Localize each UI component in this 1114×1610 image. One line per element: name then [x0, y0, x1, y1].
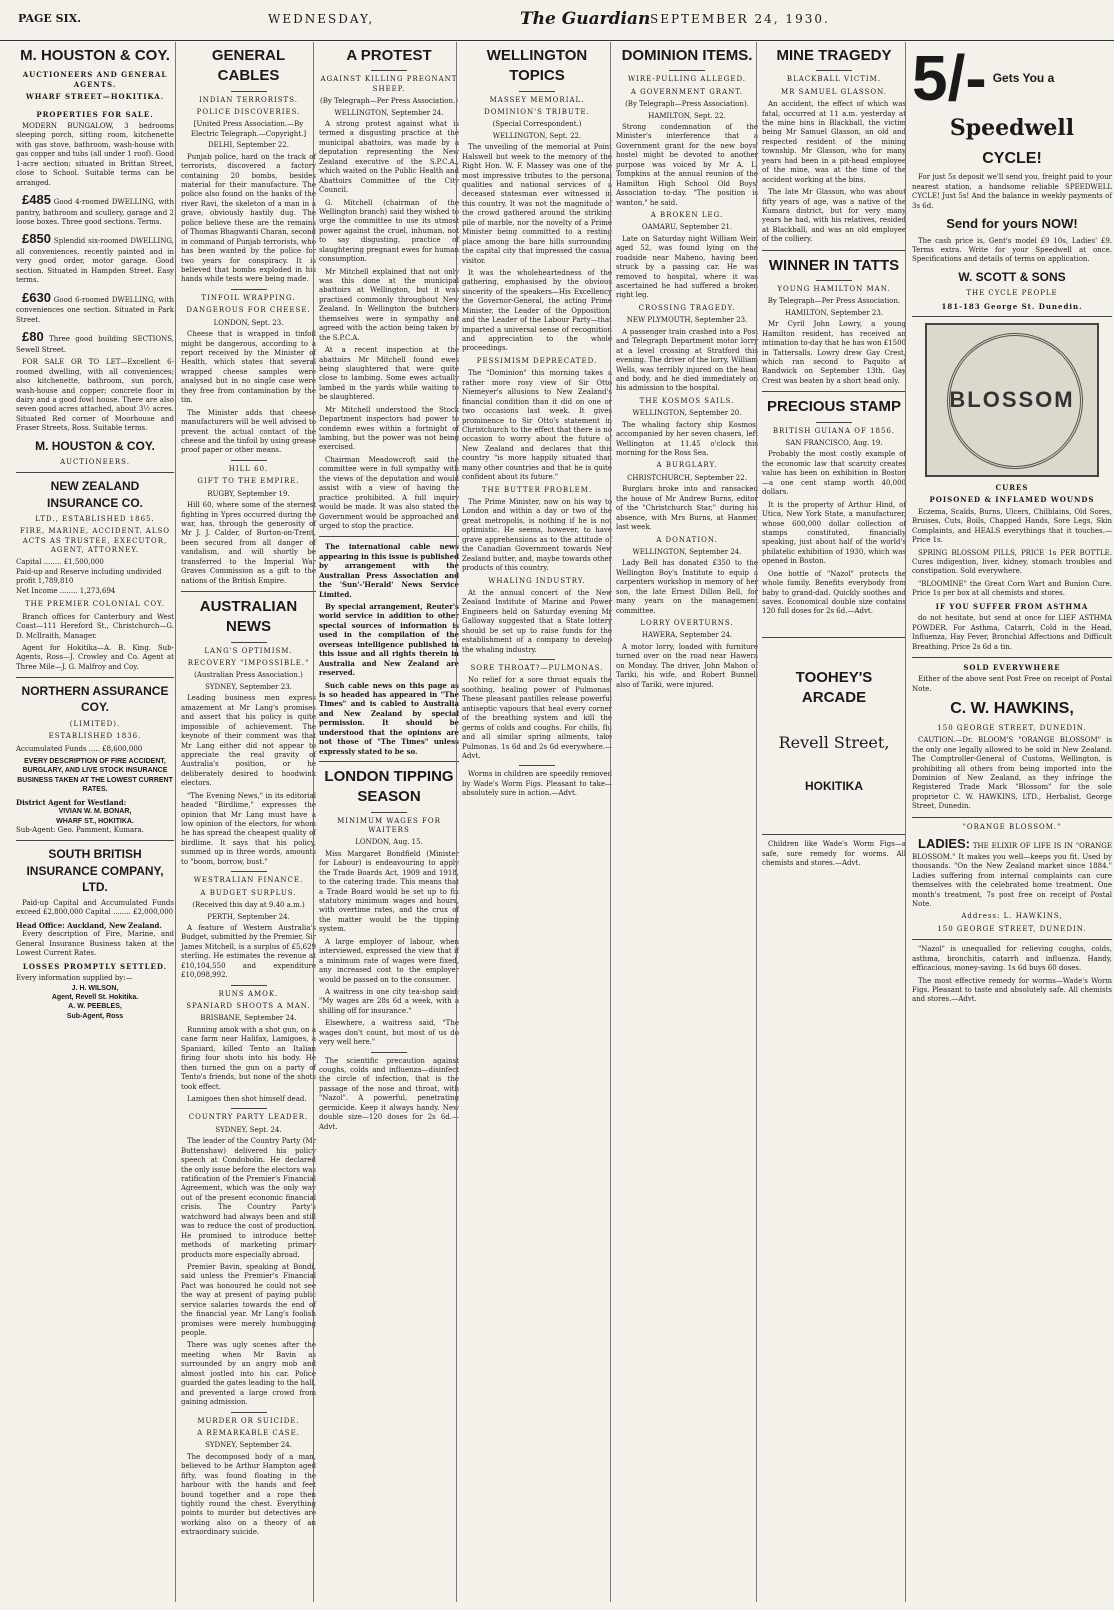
- article-text: Chairman Meadowcroft said the committee were in full sympathy with the views of the deputation and would assist with a view of having the practice prohibited. A full inquiry would be made. It was also stated the Government would be approached and urged to stop the practice.: [319, 455, 459, 530]
- article-text: Probably the most costly example of the economic law that scarcity creates value has been on exhibition in Boston—a one cent stamp worth 40,000 dollars.: [762, 450, 906, 497]
- dateline: CHRISTCHURCH, September 22.: [627, 473, 747, 482]
- subhead: RECOVERY "IMPOSSIBLE.": [187, 659, 310, 667]
- headline-general-cables: GENERAL CABLES: [211, 47, 286, 85]
- column-1-advertisements: [10, 42, 180, 1602]
- scott-sons: W. SCOTT & SONS: [958, 269, 1066, 284]
- premier-text: Branch offices for Canterbury and West Coast—111 Hereford St., Christchurch—G. D. McIlraith, Manager.: [16, 612, 174, 640]
- subhead: SPANIARD SHOOTS A MAN.: [186, 1002, 311, 1010]
- property-80-text: Three good building SECTIONS, Sewell Street.: [16, 335, 174, 354]
- firm-address: WHARF STREET—HOKITIKA.: [25, 92, 165, 102]
- nazol-advert: The scientific precaution against coughs, colds and influenza—disinfect the circle of infection, that is the passage of the nose and throat, with "Nazol". A powerful, penetrating germicide. Keep it always handy. New double size—120 doses for 2s 6d.—Advt.: [319, 1056, 459, 1131]
- article-text: The leader of the Country Party (Mr Buttenshaw) delivered his policy speech at Condobolin. He declared the only issue before the electors was ratification of the Premier's Financial Agreement, which was the only way out of the present economic financial crisis. The Country Party's watchword had always been and still was to reduce the cost of production. He promised to introduce better methods of marketing primary products more especially abroad.: [181, 1137, 316, 1259]
- divider: [231, 1108, 267, 1109]
- scott-sub: THE CYCLE PEOPLE: [966, 289, 1058, 298]
- address-label: Address: L. HAWKINS,: [961, 912, 1063, 921]
- subhead: THE KOSMOS SAILS.: [639, 396, 735, 405]
- credit-line: [United Press Association.—By Electric Telegraph.—Copyright.]: [190, 120, 307, 138]
- send-text: The cash price is, Gent's model £9 10s, Ladies' £9. Terms extra. Write for your Speedwell at once. Specifications and details of terms on application.: [912, 236, 1112, 264]
- headline-winner-in-tatts: WINNER IN TATTS: [768, 256, 900, 274]
- headline-mine-tragedy: MINE TRAGEDY: [776, 47, 892, 64]
- divider: [762, 834, 906, 835]
- property-80: [16, 328, 174, 355]
- article-text: Punjab police, hard on the track of terrorists, discovered a factory containing 20 bombs, besides material for their manufacture. The police also found on the banks of the river Ravi, the skeleton of a man in a grave, obviously hastily dug. The police believe these are the remains of Thomas Bhagwanti Charan, second in command of Punjab terrorists, who has been wanted by the police for two years for conspiracy. It is believed that bombs exploded in his hands while tests were being made.: [181, 152, 316, 284]
- cable-notice: By special arrangement, Reuter's world service in addition to other special sources of information is used in the compilation of the overseas intelligence published in this issue and all rights therein in Australia and New Zealand are reserved.: [319, 602, 459, 678]
- divider: [762, 637, 906, 638]
- article-text: Mr Mitchell understood the Stock Department inspectors had power to condemn ewes within a fortnight of lambing, but the power was not being exercised.: [319, 405, 459, 452]
- south-british-capital: Paid-up Capital and Accumulated Funds exceed £2,800,000 Capital ........ £2,000,000: [16, 899, 174, 917]
- cycle-ad-header: [912, 42, 1112, 114]
- article-text: The Minister adds that cheese manufacturers will be well advised to prevent the actual contact of the cheese and the tinfoil by using grease proof paper or other means.: [181, 408, 316, 455]
- article-text: Premier Bavin, speaking at Bondi, said unless the Premier's Financial Pact was honoured he could not see the way at present of paying public service salaries towards the end of the financial year. Mr Lang's foolish promises were merely humbugging people.: [181, 1262, 316, 1337]
- dateline: SAN FRANCISCO, Aug. 19.: [785, 439, 883, 447]
- article-text: A passenger train crashed into a Post and Telegraph Department motor lorry at a level crossing at Stratford this evening. The driver of the lorry, William Wells, was terribly injured on the head and body, and he died immediately on his admission to the hospital.: [616, 327, 758, 393]
- article-text: At a recent inspection at the abattoirs Mr Mitchell found ewes being slaughtered that were quite close to lambing. Some ewes actually lambed in the yards while waiting to be slaughtered.: [319, 346, 459, 402]
- south-british-office: Head Office: Auckland, New Zealand.: [16, 920, 162, 930]
- divider: [762, 391, 906, 392]
- page-number: PAGE SIX.: [18, 12, 82, 25]
- article-text: It was the wholeheartedness of the gathering, emphasised by the obvious sincerity of the speakers—His Excellency the Governor-General, the acting Prime Minister, the Leader of the Opposition, and the Leader of the Labour Party—that imparted a universal sense of recognition and appreciation to the whole proceedings.: [462, 268, 612, 353]
- divider: [181, 591, 316, 592]
- headline-precious-stamp: PRECIOUS STAMP: [767, 398, 901, 416]
- subhead: BRITISH GUIANA OF 1856.: [772, 426, 896, 435]
- property-630-text: Good 6-roomed DWELLING, with conveniences one section. Situated in Park Street.: [16, 295, 174, 324]
- northern-title: NORTHERN ASSURANCE COY.: [21, 684, 169, 715]
- price-850: £850: [22, 231, 51, 247]
- divider: [231, 91, 267, 92]
- district-agent: District Agent for Westland:: [16, 797, 127, 807]
- credit-line: (By Telegraph—Per Press Association.): [320, 97, 458, 106]
- property-485: [16, 191, 174, 227]
- divider: [231, 460, 267, 461]
- northern-funds: Accumulated Funds ..... £8,600,000: [16, 744, 143, 753]
- nz-insurance-est: LTD., ESTABLISHED 1865.: [35, 514, 155, 523]
- property-485-text: Good 4-roomed DWELLING, with pantry, bathroom and scullery, garage and 2 loose boxes. Three good sections. Terms.: [16, 198, 174, 227]
- information-supplied: Every information supplied by:—: [16, 974, 133, 983]
- nazol-advert: One bottle of "Nazol" protects the whole family. Benefits everybody from baby to grand-dad. Quickly soothes and saves. Economical double size contains 120 full doses for 2s 6d.—Advt.: [762, 569, 906, 616]
- masthead-title: The Guardian: [520, 9, 651, 29]
- asthma-heading: IF YOU SUFFER FROM ASTHMA: [935, 601, 1089, 611]
- article-text: Burglars broke into and ransacked the house of Mr Andrew Burns, editor of the "Christchurch Star," during his absence, with Mrs Burns, at Hanmer, last week.: [616, 485, 758, 532]
- pulmonas-advert: No relief for a sore throat equals the soothing, healing power of Pulmonas. These pleasant pastilles release powerful antiseptic vapours that heal every corner of the breathing system and kill the germs of colds and coughs. For chills, flu and all similar spring ailments, take Pulmonas. 1s 6d and 2s 6d everywhere.—Advt.: [462, 676, 612, 760]
- subhead: MASSEY MEMORIAL.: [489, 95, 585, 104]
- column-6-mine-tragedy: [756, 42, 911, 1602]
- divider: [16, 677, 174, 678]
- south-british-desc: Every description of Fire, Marine, and General Insurance Business taken at the Lowest Current Rates.: [16, 930, 174, 958]
- credit-line: (Received this day at 9.40 a.m.): [192, 901, 305, 910]
- subhead: DOMINION'S TRIBUTE.: [484, 107, 590, 116]
- article-text: Strong condemnation of the Minister's interference that a Government grant for the new boys' hostel might be devoted to another purpose was voiced by Mr A. L. Tompkins at the annual reunion of the Hamilton High School Old Boys' Association to-day. "The position is wanton," he said.: [616, 123, 758, 207]
- article-text: The unveiling of the memorial at Point Halswell but week to the memory of the Right Hon. W. F. Massey was one of the most impressive tributes to the personal qualities and national services of a deceased statesman ever witnessed in this country. It was not the magnitude of the crowd gathered around the striking pile of marble, nor the novelty of a Prime Minister being committed to a resting place among the bare hills surrounding the capital city that impressed the casual visitor.: [462, 143, 612, 265]
- credit-line: (Australian Press Association.): [194, 671, 303, 680]
- divider: [912, 657, 1112, 658]
- subhead: A BURGLARY.: [656, 461, 718, 470]
- hawkins-name: C. W. HAWKINS,: [950, 700, 1074, 718]
- article-text: Elsewhere, a waitress said, "The wages don't count, but most of us do very well here.": [319, 1019, 459, 1047]
- hokitika: HOKITIKA: [805, 778, 863, 793]
- vivian-address: WHARF ST., HOKITIKA.: [56, 817, 134, 825]
- masthead-day: WEDNESDAY,: [268, 12, 375, 26]
- subhead: COUNTRY PARTY LEADER.: [188, 1113, 309, 1122]
- divider: [319, 761, 459, 762]
- poisoned-wounds: POISONED & INFLAMED WOUNDS: [929, 495, 1095, 505]
- masthead-date: SEPTEMBER 24, 1930.: [650, 12, 830, 26]
- firm-subtitle-2: AUCTIONEERS.: [60, 457, 130, 466]
- sold-text: Either of the above sent Post Free on receipt of Postal Note.: [912, 675, 1112, 693]
- article-text: Lamigoes then shot himself dead.: [187, 1094, 307, 1103]
- scott-address: 181-183 George St. Dunedin.: [941, 301, 1083, 311]
- dateline: WELLINGTON, Sept. 22.: [492, 131, 582, 140]
- for-sale-ross: FOR SALE OR TO LET—Excellent 6-roomed dwelling, with all conveniences; also kitchenette, bathroom, sun porch, wash-house and copper; concrete floor in dairy and a good fowl house. There are also seven good acres attached, about 3½ acres. Situated Red corner of Moorhouse and Fraser Streets, Ross. Suitable terms.: [16, 358, 174, 433]
- article-text: An accident, the effect of which was fatal, occurred at 11 a.m. yesterday at the mine bins in Blackball, the victim being Mr Samuel Glasson, an old and respected resident of the mining township. Mr Glasson, who for many years had been in a pit-head employee of the mine, was at the time of the accident working at the bins.: [762, 100, 906, 184]
- property-850-text: Splendid six-roomed DWELLING, all conveniences, recently painted and in very good order, motor garage. Good section. Situated in Hampden Street. Easy terms.: [16, 237, 174, 285]
- credit-line: By Telegraph—Per Press Association.: [767, 297, 901, 306]
- article-text: Late on Saturday night William Weir, aged 52, was found lying on the roadside near Maheno, having been struck by a passing car. He was removed to hospital, where it was ascertained he had suffered a broken right leg.: [616, 234, 758, 300]
- article-text: Hill 60, where some of the sternest fighting in Ypres occurred during the war, has, through the generosity of Mr J. J. Calder, of Burton-on-Trent, been secured from all danger of vandalism, and will shortly be transferred to the Imperial War Graves Commission as a gift to the nations of the British Empire.: [181, 501, 316, 585]
- price-485: £485: [22, 192, 51, 208]
- nz-insurance-title: NEW ZEALAND INSURANCE CO.: [46, 479, 143, 510]
- subhead: MR SAMUEL GLASSON.: [781, 87, 887, 96]
- firm-name: M. HOUSTON & COY.: [20, 47, 170, 64]
- subhead: LANG'S OPTIMISM.: [204, 646, 293, 655]
- revell-street: Revell Street,: [778, 733, 890, 753]
- article-text: The Prime Minister, now on his way to London and within a day or two of the great metropolis, is nothing if he is not optimistic. He seems, however, to have grave apprehensions as to the attitude of the Canadian Government towards New Zealand butter, and, maybe towards other products of this country.: [462, 498, 612, 573]
- subhead: HILL 60.: [228, 464, 269, 473]
- article-text: "The Evening News," in its editorial headed "Birdlime," expresses the opinion that Mr Lang must have a low opinion of the electors, for whom he has spread the cheapest quality of birdlime. It says that his policy, summed up in three words, amounts to "boom, borrow, bust.": [181, 791, 316, 866]
- divider: [16, 472, 174, 473]
- wilson-name: J. H. WILSON,: [71, 984, 119, 992]
- nazol-advert: "Nazol" is unequalled for relieving coughs, colds, asthma, bronchitis, catarrh and influenza. Handy, efficacious, money-saving. 1s 6d buys 60 doses.: [912, 945, 1112, 973]
- dateline: LONDON, Aug. 15.: [355, 838, 423, 847]
- divider: [912, 316, 1112, 317]
- divider: [231, 1412, 267, 1413]
- cycle-text: For just 5s deposit we'll send you, freight paid to your nearest station, a handsome reliable SPEEDWELL CYCLE! Just 5s! And the balance in weekly payments of 3s 6d.: [912, 173, 1112, 210]
- column-3-protest: [313, 42, 464, 1602]
- article-text: The "Dominion" this morning takes a rather more rosy view of Sir Otto Niemeyer's allusions to New Zealand's financial condition than it did on one or two occasions last week. It gives prominence to Sir Otto's statement in Christchurch to the effect that there is no occasion to worry about the future of New Zealand and declares that this country "is more happily situated than many other countries and that he is quite confident about its future.": [462, 369, 612, 482]
- dateline: LONDON, Sept. 23.: [213, 318, 284, 327]
- peebles-address: Sub-Agent, Ross: [66, 1012, 124, 1020]
- subhead: WESTRALIAN FINANCE.: [193, 876, 304, 885]
- property-850: [16, 230, 174, 285]
- subhead: TINFOIL WRAPPING.: [201, 293, 296, 302]
- nz-insurance-lines: FIRE, MARINE, ACCIDENT. ALSO ACTS AS TRUSTEE, EXECUTOR, AGENT, ATTORNEY.: [19, 527, 171, 554]
- divider: [231, 871, 267, 872]
- dateline: HAMILTON, Sept. 22.: [648, 111, 726, 120]
- dateline: SYDNEY, Sept. 24.: [215, 1125, 282, 1134]
- column-4-wellington-topics: [456, 42, 617, 1602]
- divider: [519, 765, 555, 766]
- agents-text: Agent for Hokitika—A. B. King. Sub-Agents, Ross—J. Crowley and Co. Agent at Three Mile—J. G. Malfroy and Coy.: [16, 643, 174, 671]
- article-text: Cheese that is wrapped in tinfoil might be dangerous, according to a report received by the Minister of Health, which states that several wrapped cheese samples were analysed but in no single case were they free from contamination by the tin.: [181, 330, 316, 405]
- article-text: The decomposed body of a man, believed to be Arthur Hampton aged fifty, was found floating in the harbour with the hands and feet bound together and a rope then tightly round the chest. Everything points to murder but detectives are working also on a theory of an extraordinary suicide.: [181, 1452, 316, 1537]
- subhead: A BROKEN LEG.: [650, 210, 724, 219]
- credit-line: (Special Correspondent.): [492, 120, 582, 129]
- firm-name-2: M. HOUSTON & COY.: [35, 438, 155, 453]
- subhead: A REMARKABLE CASE.: [197, 1428, 300, 1437]
- losses-settled: LOSSES PROMPTLY SETTLED.: [22, 961, 168, 971]
- south-british-title: SOUTH BRITISH INSURANCE COMPANY, LTD.: [26, 847, 164, 894]
- article-text: Mr Cyril John Lowry, a young Hamilton resident, has received an intimation to-day that he has won £1500 in Tattersalls. Lowry drew Gay Crest, which ran second to Paquito at Randwick on September 13th. Gay Crest was beaten by a short head only.: [762, 320, 906, 385]
- headline-dominion-items: DOMINION ITEMS.: [621, 47, 753, 64]
- vivian-name: VIVIAN W. M. BONAR,: [58, 808, 132, 816]
- divider: [669, 70, 705, 71]
- headline-protest: A PROTEST: [346, 47, 432, 64]
- peebles-name: A. W. PEEBLES,: [68, 1003, 122, 1011]
- article-text: A waitress in one city tea-shop said: "My wages are 28s 6d a week, with a shilling off for insurance.": [319, 987, 459, 1015]
- article-text: A feature of Western Australia's Budget, submitted by the Premier, Sir James Mitchell, is a surplus of £5,629 sterling. He estimates the revenue at £10,104,550 and expenditure £10,098,992.: [181, 923, 316, 980]
- wilson-address: Agent, Revell St. Hokitika.: [51, 993, 139, 1001]
- article-text: A strong protest against what is termed a disgusting practice at the municipal abattoirs, was made by a deputation representing the New Zealand executive of the S.P.C.A., which waited on the Public Health and Abattoirs Committee of the City Council.: [319, 120, 459, 195]
- cable-notice: The international cable news appearing in this issue is published by arrangement with the Australian Press Association and the 'Sun'-'Herald' News Service Limited.: [319, 542, 459, 599]
- column-7-advertisements: [905, 42, 1114, 1602]
- northern-desc: EVERY DESCRIPTION OF FIRE ACCIDENT, BURGLARY, AND LIVE STOCK INSURANCE BUSINESS TAKEN AT THE LOWEST CURRENT RATES.: [17, 757, 173, 794]
- subhead: GIFT TO THE EMPIRE.: [197, 477, 300, 486]
- dateline: HAMILTON, September 23.: [784, 308, 884, 317]
- subhead: LORRY OVERTURNS.: [640, 619, 734, 627]
- dateline: PERTH, September 24.: [207, 912, 290, 921]
- hawkins-address: 150 GEORGE STREET, DUNEDIN.: [937, 723, 1087, 732]
- divider: [912, 817, 1112, 818]
- subhead: MURDER OR SUICIDE.: [197, 1416, 300, 1425]
- headline-australian-news: AUSTRALIAN NEWS: [199, 598, 298, 636]
- article-text: A motor lorry, loaded with furniture turned over on the road near Hawera on Monday. The driver, John Mahon of Tariki, his wife, and Robert Bunnell also of Tariki, were injured.: [616, 642, 758, 689]
- gets-you-a: Gets You a: [992, 70, 1055, 85]
- property-630: [16, 289, 174, 325]
- premier-title: THE PREMIER COLONIAL COY.: [24, 600, 166, 609]
- divider: [762, 250, 906, 251]
- headline-wellington-topics: WELLINGTON TOPICS: [486, 47, 588, 85]
- divider: [816, 422, 852, 423]
- nz-paidup: Paid-up and Reserve including undivided profit 1,789,810: [16, 567, 162, 586]
- subhead: CROSSING TRAGEDY.: [638, 303, 736, 312]
- divider: [912, 939, 1112, 940]
- subhead: RUNS AMOK.: [218, 989, 279, 998]
- headline-london-tipping: LONDON TIPPING SEASON: [324, 768, 454, 806]
- dateline: BRISBANE, September 24.: [200, 1014, 297, 1023]
- column-5-dominion-items: [610, 42, 763, 1602]
- ladies-label: LADIES:: [918, 836, 970, 852]
- article-text: The late Mr Glasson, who was about fifty years of age, was a native of the Kumara district, but for very many years he had, with his relatives, resided at Blackball, and was an old employee of the colliery.: [762, 188, 906, 244]
- cures-text: Eczema, Scalds, Burns, Ulcers, Chilblains, Old Sores, Bruises, Cuts, Boils, Chapped Hands, Sore Legs, Skin Complaints, and HEALS everythings that it touches.—Price 1s.: [912, 507, 1112, 545]
- dateline: HAWERA, September 24.: [641, 631, 733, 640]
- article-text: It is the property of Arthur Hind, of Utica, New York State, a manufacturer, whose 600,000 dollar collection of stamps constituted, financially speaking, just about half of the world's philatelic exhibition of 1930, which was opened in Boston.: [762, 500, 906, 566]
- subhead: MINIMUM WAGES FOR WAITERS: [337, 816, 441, 834]
- cures-heading: CURES: [995, 482, 1029, 492]
- subhead: INDIAN TERRORISTS.: [198, 95, 298, 104]
- article-text: Mr Mitchell explained that not only was this done at the municipal abattoirs at Wellington, but it was practised commonly throughout New Zealand. In Wellington the butchers themselves were in sympathy and agreed with the action being taken by the S.P.C.A.: [319, 267, 459, 342]
- divider: [16, 840, 174, 841]
- speedwell-title: Speedwell: [949, 115, 1075, 141]
- divider: [371, 812, 407, 813]
- subhead: WHALING INDUSTRY.: [488, 576, 586, 585]
- subhead: PESSIMISM DEPRECATED.: [476, 356, 598, 365]
- pills-text: SPRING BLOSSOM PILLS, PRICE 1s PER BOTTLE. Cures indigestion, liver, kidney, stomach troubles and constipation. Sold everywhere.: [912, 548, 1112, 576]
- subhead: WIRE-PULLING ALLEGED.: [627, 75, 747, 84]
- northern-sub: (LIMITED).: [69, 719, 121, 728]
- five-shillings: 5/-: [912, 42, 987, 114]
- divider: [371, 70, 407, 71]
- divider: [371, 1052, 407, 1053]
- subhead: DANGEROUS FOR CHEESE.: [186, 306, 311, 315]
- ladies-text: THE ELIXIR OF LIFE IS IN "ORANGE BLOSSOM." It makes you well—keeps you fit. Used by thousands. "On the New Zealand market since 1884." Ladies suffering from internal complaints can cure themselves with the celebrated home treatment. One month's treatment, 7s post free on receipt of Postal Note.: [912, 842, 1112, 908]
- dateline: SYDNEY, September 24.: [205, 1441, 292, 1450]
- subhead: YOUNG HAMILTON MAN.: [777, 284, 891, 293]
- article-text: G. Mitchell (chairman of the Wellington branch) said they wished to urge the committee to use its utmost power against the cruel, inhuman, not to say disgusting, practice of slaughtering pregnant ewes for human consumption.: [319, 198, 459, 264]
- asthma-text: do not hesitate, but send at once for LIEF ASTHMA POWDER. For Asthma, Catarrh, Cold in the Head, Influenza, Hay Fever, Bronchial Affections and Difficult Breathing. Price 2s 6d a tin.: [912, 614, 1112, 651]
- divider: [231, 289, 267, 290]
- worm-figs-advert: Worms in children are speedily removed by Wade's Worm Figs. Pleasant to take—absolutely sure in action.—Advt.: [462, 770, 612, 798]
- article-text: There was ugly scenes after the meeting when Mr Bavin as surrounded by an angry mob and almost jostled into his car. Police guarded the gates leading to the hall, and prevented a large crowd from gaining admission.: [181, 1341, 316, 1407]
- dateline: WELLINGTON, September 24.: [334, 108, 444, 117]
- masthead: [0, 0, 1114, 41]
- blossom-trademark-image: [925, 323, 1099, 477]
- article-text: At the annual concert of the New Zealand Institute of Marine and Power Engineers held on Saturday evening Mr Galloway suggested that a State lottery should be set up to raise funds for the establishment of a company to develop the whaling industry.: [462, 588, 612, 654]
- northern-est: ESTABLISHED 1836.: [48, 732, 142, 741]
- dateline: RUGBY, September 19.: [207, 489, 290, 498]
- divider: [231, 642, 267, 643]
- article-text: Lady Bell has donated £350 to the Wellington Boy's Institute to equip a carpenters workshop in memory of her son, the late Ernest Dillon Bell, for many years on the management committee.: [616, 559, 758, 615]
- divider: [319, 536, 459, 537]
- divider: [519, 91, 555, 92]
- article-text: The whaling factory ship Kosmos, accompanied by her seven chasers, left Wellington at 11.45 o'clock this morning for the Ross Sea.: [616, 420, 758, 457]
- address-line: 150 GEORGE STREET, DUNEDIN.: [937, 924, 1087, 933]
- subhead: POLICE DISCOVERIES.: [196, 107, 301, 116]
- subhead: THE BUTTER PROBLEM.: [481, 485, 593, 494]
- property-bungalow: MODERN BUNGALOW, 3 bedrooms sleeping porch, sitting room, kitchenette with gas stove, bathroom, wash-house with gas copper and tubs (all under 1 roof). Good 1-acre section; situated in Brittan Street, close to School. Suitable terms can be arranged.: [16, 122, 174, 187]
- credit-line: (By Telegraph—Press Association).: [625, 100, 749, 109]
- bloomine-text: "BLOOMINE" the Great Corn Wart and Bunion Cure. Price 1s per box at all chemists and stores.: [912, 579, 1112, 598]
- divider: [231, 985, 267, 986]
- worm-figs-advert: Children like Wade's Worm Figs—a safe, sure remedy for worms. All chemists and stores.—Advt.: [762, 840, 906, 868]
- firm-subtitle: AUCTIONEERS AND GENERAL AGENTS.: [22, 70, 168, 89]
- column-2-general-cables: [175, 42, 321, 1602]
- send-now: Send for yours NOW!: [946, 216, 1078, 232]
- worm-figs-advert: The most effective remedy for worms—Wade's Worm Figs. Pleasant to taste and absolutely safe. All chemists and stores.—Advt.: [912, 976, 1112, 1004]
- sale-heading: PROPERTIES FOR SALE.: [36, 109, 154, 119]
- subhead: A DONATION.: [656, 535, 718, 544]
- orange-blossom-title: "ORANGE BLOSSOM.": [962, 822, 1062, 831]
- price-80: £80: [22, 329, 44, 345]
- dateline: OAMARU, September 21.: [641, 223, 733, 232]
- sold-everywhere: SOLD EVERYWHERE: [963, 662, 1061, 672]
- article-text: Leading business men express amazement at Mr Lang's promises and assert that his policy is quite impossible of achievement. The keynote of their comment was that Mr Lang either did not appear to appreciate the real gravity of Australia's position, or he deliberately desired to hoodwink electors.: [181, 694, 316, 788]
- subhead: BLACKBALL VICTIM.: [786, 75, 882, 84]
- price-630: £630: [22, 289, 51, 305]
- subhead: SORE THROAT?—PULMONAS.: [470, 664, 604, 672]
- hawkins-caution: CAUTION.—Dr. BLOOM'S "ORANGE BLOSSOM" is the only one legally allowed to be sold in New Zealand. The Comptroller-General of Customs, Wellington, is prohibiting all others from being imported into the Dominion of New Zealand, as they infringe the Registered Trade Mark "Blossom" for the sole proprietor C. W. HAWKINS, LTD., Herbalist, George Street, Dunedin.: [912, 736, 1112, 811]
- cable-notice: Such cable news on this page as is so headed has appeared in "The Times" and is cabled to Australia and New Zealand by special permission. It should be understood that the opinions are not those of "The Times" unless expressly stated to be so.: [319, 680, 459, 756]
- subhead: A BUDGET SURPLUS.: [200, 888, 297, 897]
- divider: [816, 280, 852, 281]
- stamp-word: BLOSSOM: [949, 386, 1075, 412]
- divider: [519, 659, 555, 660]
- ladies-advert: [912, 835, 1112, 909]
- dateline: WELLINGTON, September 24.: [632, 547, 742, 556]
- subhead: A GOVERNMENT GRANT.: [630, 87, 744, 96]
- dateline: SYDNEY, September 23.: [205, 682, 292, 691]
- sub-agent: Sub-Agent: Geo. Pamment, Kumara.: [16, 826, 144, 834]
- article-text: A large employer of labour, when interviewed, expressed the view that if a minimum rate of wages were fixed, any increased cost to the employer would be passed on to the consumer.: [319, 937, 459, 984]
- subhead: AGAINST KILLING PREGNANT SHEEP.: [320, 75, 458, 93]
- dateline: WELLINGTON, September 20.: [632, 409, 742, 418]
- toohey-arcade: TOOHEY'S ARCADE: [795, 668, 873, 707]
- article-text: Miss Margaret Bondfield (Minister for Labour) is endeavouring to apply the Trade Boards Act, 1909 and 1918, to the catering trade. This means that a Trade Board would be set up to fix statutory minimum wages and hours, with overtime rates, and the crux of the matter would be the tipping system.: [319, 849, 459, 934]
- nz-capital: Capital ........ £1,500,000: [16, 558, 104, 567]
- cycle-title: CYCLE!: [982, 149, 1042, 167]
- dateline: NEW PLYMOUTH, September 23.: [626, 316, 748, 325]
- dateline: DELHI, September 22.: [207, 141, 290, 150]
- divider: [816, 70, 852, 71]
- article-text: Running amok with a shot gun, on a cane farm near Halifax, Lamigoes, a Spaniard, killed Tento an Italian firing four shots into his body. He then turned the gun on a party of Tento's friends, but none of the shots took effect.: [181, 1025, 316, 1091]
- nz-net-income: Net Income ........ 1,273,694: [16, 586, 116, 595]
